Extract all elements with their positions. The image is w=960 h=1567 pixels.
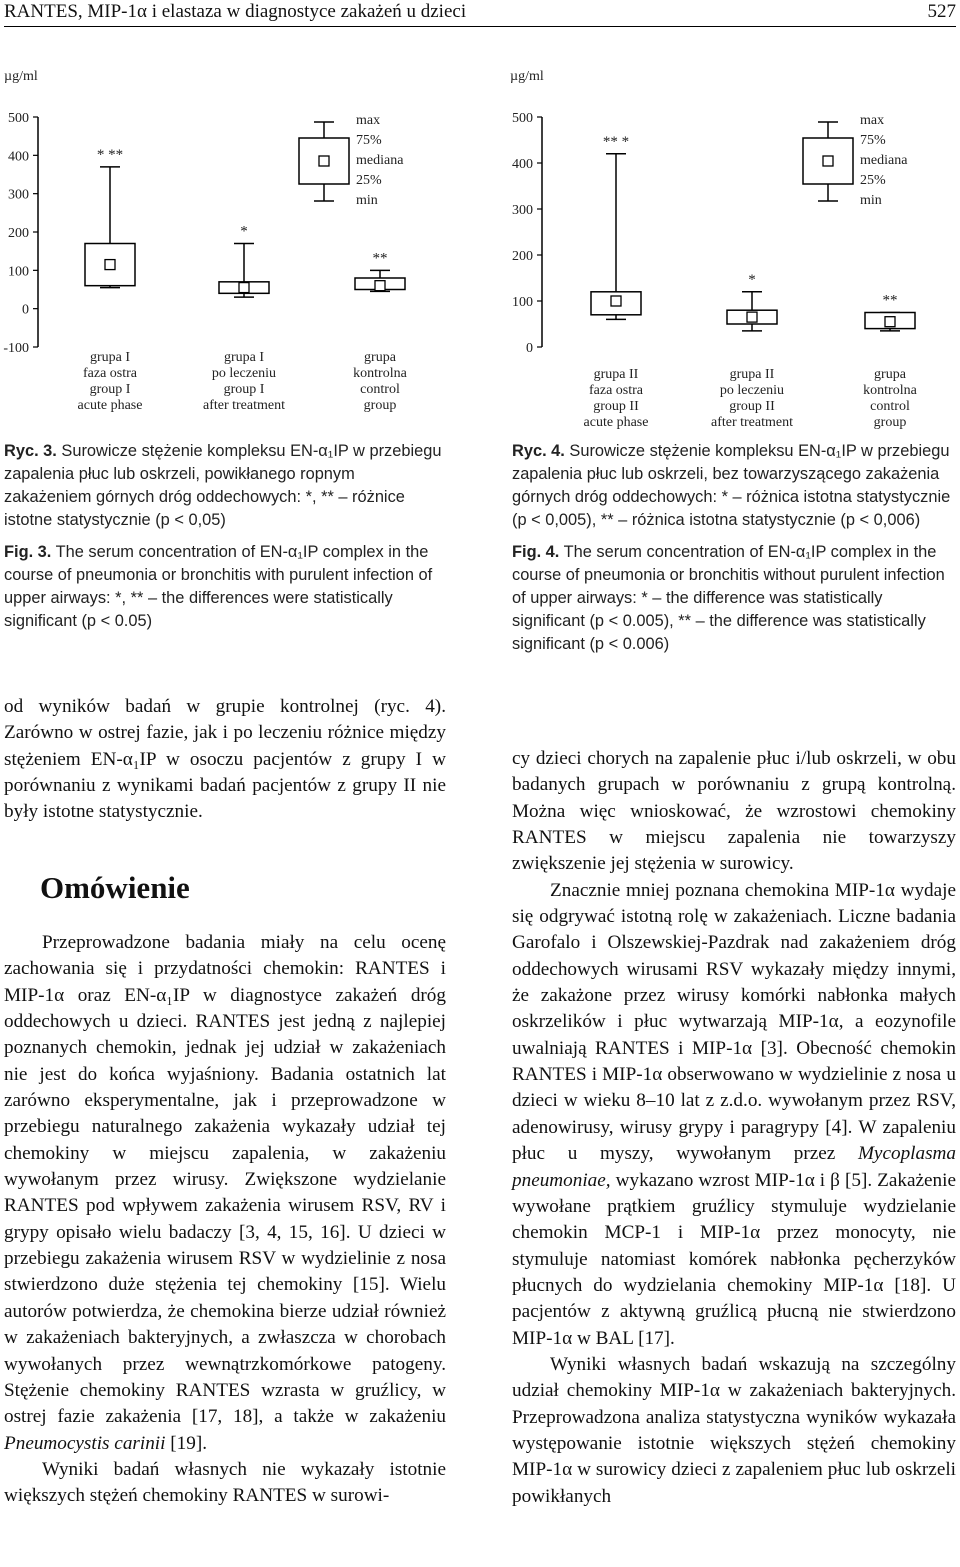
legend-entry: max: [356, 113, 381, 128]
figure-ryc3-chart: [0, 64, 475, 434]
median-marker: [375, 281, 385, 291]
y-tick-label: 300: [512, 203, 533, 218]
group-label-line: after treatment: [710, 415, 794, 430]
legend-entry: max: [860, 113, 885, 128]
caption-ryc3-text: Surowicze stężenie kompleksu EN-α₁IP w przebiegu zapalenia płuc lub oskrzeli, powikłanego ropnym zakażeniem górnych dróg oddechowych: *, ** – różnice istotne statystycznie (p < 0,05): [4, 442, 442, 529]
group-label-line: grupa: [874, 367, 906, 382]
y-tick-label: 500: [512, 111, 533, 126]
y-tick-label: 400: [512, 157, 533, 172]
legend-entry: mediana: [860, 153, 908, 168]
median-marker: [239, 283, 249, 293]
significance-mark: *: [240, 223, 248, 240]
y-tick-label: 100: [8, 264, 29, 280]
group-label-line: group: [873, 415, 907, 430]
legend-entry: 75%: [860, 133, 886, 148]
group-label-line: after treatment: [202, 398, 286, 413]
y-tick-label: 200: [512, 249, 533, 264]
caption-ryc3-pl: [4, 440, 446, 532]
legend-entry: 75%: [356, 133, 382, 148]
caption-ryc3-label: Ryc. 3.: [4, 442, 57, 460]
group-label-line: faza ostra: [588, 383, 644, 398]
caption-fig3-text: The serum concentration of EN-α₁IP complex in the course of pneumonia or bronchitis with purulent infection of upper airways: *, ** – the differences were statistically significant (p < 0.05): [4, 543, 433, 630]
caption-ryc4-text: Surowicze stężenie kompleksu EN-α₁IP w przebiegu zapalenia płuc lub oskrzeli, bez towarzyszącego zakażenia górnych dróg oddechowych: * – różnica istotna statystycznie (p < 0,005), ** – różnica istotna statystycznie (p < 0,006): [512, 442, 951, 529]
y-tick-label: 300: [8, 187, 29, 203]
median-marker: [105, 260, 115, 270]
legend-entry: min: [860, 193, 882, 208]
paragraph-intro: od wyników badań w grupie kontrolnej (ryc. 4). Zarówno w ostrej fazie, jak i po leczeniu różnice między stężeniem EN-α₁IP w osoczu pacjentów z grupy I w porównaniu z wynikami badań pacjentów z grupy II nie były istotne statystycznie.: [4, 696, 446, 823]
paragraph-right-2: [512, 878, 956, 1352]
group-label-line: po leczeniu: [719, 383, 785, 398]
running-title: RANTES, MIP-1α i elastaza w diagnostyce zakażeń u dzieci: [4, 1, 467, 22]
group-label-line: grupa II: [593, 367, 639, 382]
y-tick-label: -100: [3, 341, 29, 356]
y-unit-label: µg/ml: [4, 69, 38, 84]
caption-ryc4-pl: [512, 440, 956, 532]
significance-mark: ** *: [602, 133, 630, 150]
caption-fig3-label: Fig. 3.: [4, 543, 52, 561]
caption-fig4-label: Fig. 4.: [512, 543, 560, 561]
significance-mark: * **: [96, 146, 124, 163]
caption-ryc4: [512, 440, 956, 665]
y-tick-label: 200: [8, 226, 29, 241]
legend-entry: 25%: [356, 173, 382, 188]
group-label-line: grupa I: [89, 350, 131, 365]
p1-italic: Pneumocystis carinii: [4, 1432, 166, 1454]
y-tick-label: 100: [512, 295, 533, 310]
group-label-line: control: [360, 382, 400, 397]
figure-ryc4-chart: [480, 64, 955, 434]
group-label-line: group II: [729, 399, 775, 414]
rp2-text-b: wykazano wzrost MIP-1α i β [5]. Zakażenie wywołane prątkiem gruźlicy stymuluje wydzielanie chemokin MCP-1 i MIP-1α przez monocyty, nie stymuluje natomiast komórek nabłonka pęcherzyków płucnych do wydzielania chemokiny MIP-1α [18]. U pacjentów z aktywną gruźlicą płucną nie stwierdzono MIP-1α w BAL [17].: [512, 1169, 956, 1349]
group-label-line: kontrolna: [353, 366, 407, 381]
significance-mark: **: [882, 292, 898, 309]
caption-fig4-text: The serum concentration of EN-α₁IP complex in the course of pneumonia or bronchitis without purulent infection of upper airways: * – the difference was statistically significant (p < 0.005), ** – the difference was statistically significant (p < 0.006): [512, 543, 945, 653]
legend-entry: min: [356, 193, 378, 208]
group-label-line: acute phase: [583, 415, 649, 430]
group-label-line: group: [363, 398, 397, 413]
section-heading: Omówienie: [40, 870, 190, 905]
left-column-body: [4, 930, 446, 1510]
group-label-line: grupa: [364, 350, 396, 365]
group-label-line: grupa II: [729, 367, 775, 382]
group-label-line: group I: [89, 382, 131, 397]
caption-ryc3: [4, 440, 446, 642]
significance-mark: *: [748, 271, 756, 288]
group-label-line: grupa I: [223, 350, 265, 365]
paragraph-discussion-2: Wyniki badań własnych nie wykazały istotnie większych stężeń chemokiny RANTES w surowi-: [4, 1458, 446, 1507]
group-label-line: kontrolna: [863, 383, 917, 398]
paragraph-right-1: cy dzieci chorych na zapalenie płuc i/lub oskrzeli, w obu badanych grupach w porównaniu z grupą kontrolną. Można więc wnioskować, że wzrostowi chemokiny RANTES w miejscu zapalenia nie towarzyszy zwiększenie jej stężenia w surowicy.: [512, 748, 956, 875]
group-label-line: po leczeniu: [211, 366, 277, 381]
caption-fig3-en: [4, 541, 446, 633]
significance-mark: **: [372, 250, 388, 267]
y-tick-label: 0: [22, 302, 29, 318]
group-label-line: group I: [223, 382, 265, 397]
left-column-intro: [4, 694, 446, 826]
y-tick-label: 400: [8, 149, 29, 165]
caption-fig4-en: [512, 541, 956, 656]
legend-median-marker: [319, 156, 329, 166]
right-column-body: [512, 746, 956, 1510]
legend-median-marker: [823, 156, 833, 166]
rp2-italic: Mycoplasma pneumoniae,: [512, 1143, 956, 1191]
legend-entry: 25%: [860, 173, 886, 188]
median-marker: [885, 317, 895, 327]
paragraph-right-3: Wyniki własnych badań wskazują na szczególny udział chemokiny MIP-1α w zakażeniach bakteryjnych. Przeprowadzona analiza statystyczna wyników wykazała występowanie istotnie większych stężeń chemokiny MIP-1α w surowicy dzieci z zapaleniem płuc lub oskrzeli powikłanych: [512, 1353, 956, 1507]
p1-text: Przeprowadzone badania miały na celu ocenę zachowania się i przydatności chemokin: RANTES i MIP-1α oraz EN-α₁IP w diagnostyce zakażeń dróg oddechowych u dzieci. RANTES jest jedną z najlepiej poznanych chemokin, jednak jej udział w zakażeniach nie jest do końca wyjaśniony. Badania ostatnich lat zarówno eksperymentalne, jak i przeprowadzone w przebiegu naturalnego zakażenia wykazały udział tej chemokiny w miejscu zapalenia, w zakażeniu wywołanym przez wirusy. Zwiększone wydzielanie RANTES pod wpływem zakażenia wirusem RSV, RV i grypy opisało wielu badaczy [3, 4, 15, 16]. U dzieci w przebiegu zakażenia wirusem RSV w wydzielinie z nosa stwierdzono duże stężenia tej chemokiny [15]. Wielu autorów potwierdza, że chemokina bierze udział również w zakażeniach bakteryjnych, a zwłaszcza w chorobach wywołanych przez wewnątrzkomórkowe patogeny. Stężenie chemokiny RANTES wzrasta w gruźlicy, w ostrej fazie zakażenia [17, 18], a także w zakażeniu: [4, 932, 446, 1428]
group-label-line: control: [870, 399, 910, 414]
group-label-line: group II: [593, 399, 639, 414]
group-label-line: acute phase: [77, 398, 143, 413]
p1-end: [19].: [170, 1432, 208, 1454]
y-tick-label: 0: [526, 341, 533, 356]
median-marker: [747, 312, 757, 322]
caption-ryc4-label: Ryc. 4.: [512, 442, 565, 460]
median-marker: [611, 296, 621, 306]
y-unit-label: µg/ml: [510, 69, 544, 84]
y-tick-label: 500: [8, 111, 29, 126]
legend-entry: mediana: [356, 153, 404, 168]
rp2-text-a: Znacznie mniej poznana chemokina MIP-1α wydaje się odgrywać istotną rolę w zakażeniach. Liczne badania Garofalo i Olszewskiej-Pazdrak nad zakażeniem dróg oddechowych wirusami RSV wykazały między innymi, że zakażone przez wirusy komórki nabłonka małych oskrzelików i płuc wytwarzają MIP-1α, a eozynofile uwalniają RANTES i MIP-1α [3]. Obecność chemokin RANTES i MIP-1α obserwowano w wydzielinie z nosa u dzieci w wieku 8–10 lat z z.d.o. wywołanym przez RSV, adenowirusy, wirusy grypy i paragrypy [4]. W zapaleniu płuc u myszy, wywołanym przez: [512, 879, 956, 1165]
paragraph-discussion-1: [4, 930, 446, 1457]
running-header: [4, 0, 956, 27]
group-label-line: faza ostra: [82, 366, 138, 381]
page-number: 527: [927, 1, 956, 22]
